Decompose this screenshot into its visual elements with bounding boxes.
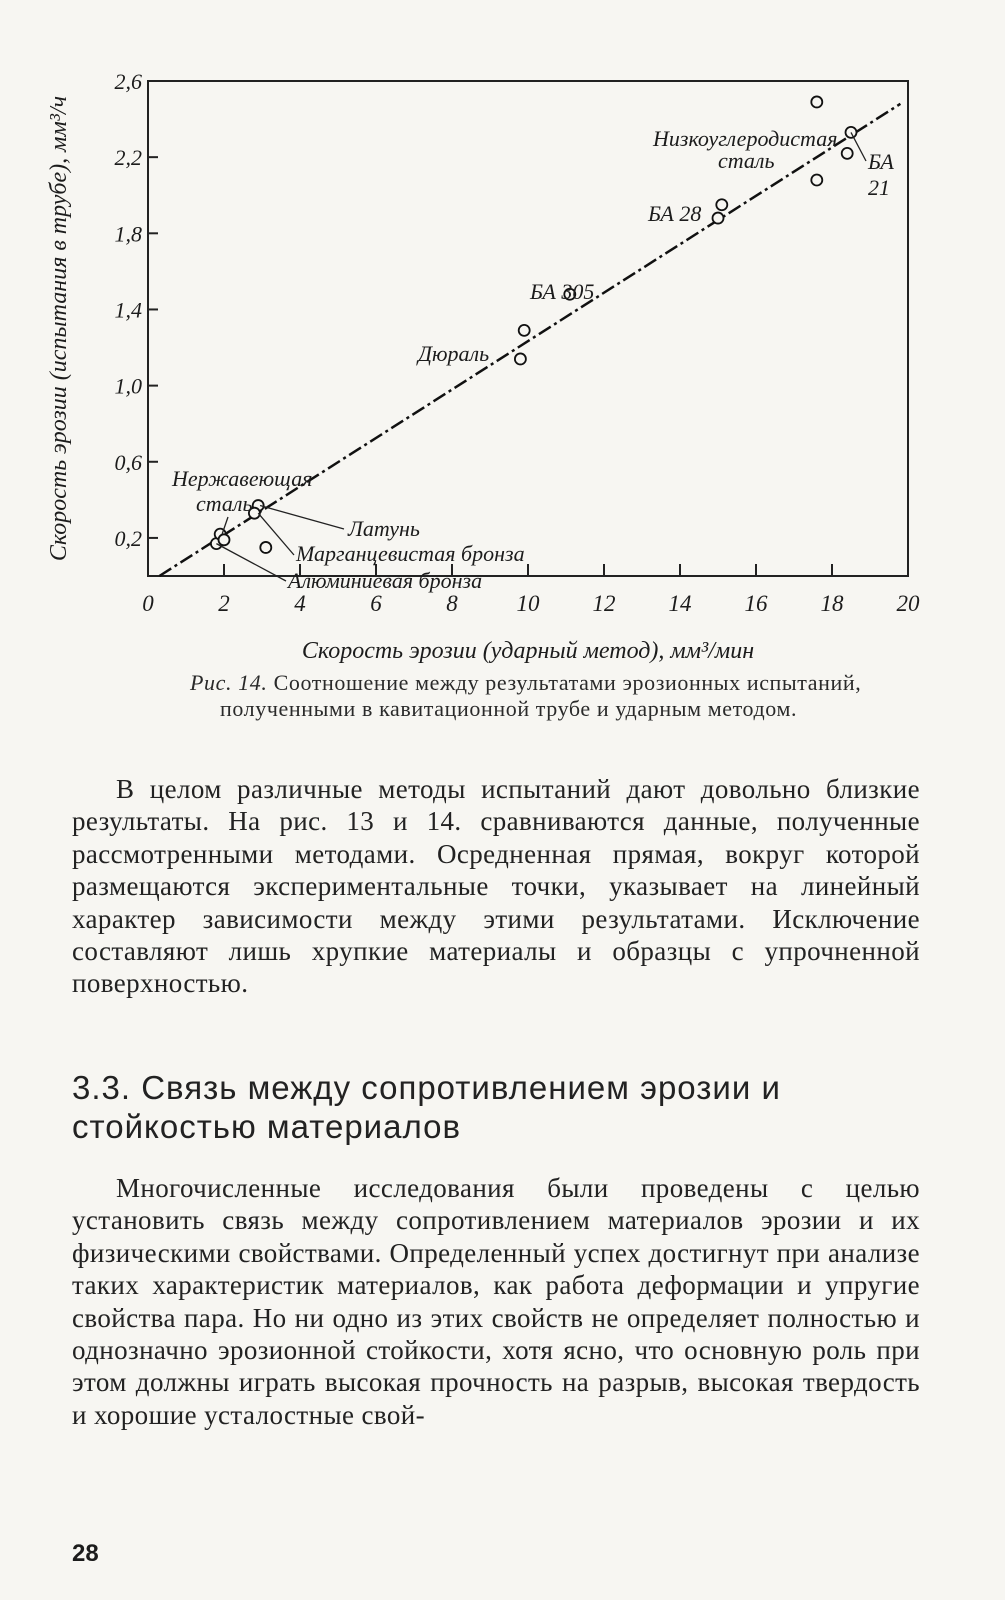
- x-tick-label: 10: [516, 591, 540, 616]
- annotation-label-0: Нержавеющая: [172, 466, 313, 491]
- caption-line-1: Соотношение между результатами эрозионных испытаний,: [273, 670, 862, 695]
- caption-line-2: полученными в кавитационной трубе и ударным методом.: [220, 696, 798, 721]
- data-point-7: [515, 353, 526, 364]
- y-tick-label: 1,4: [114, 297, 142, 323]
- y-axis-title: Скорость эрозии (испытания в трубе), мм³/ч: [46, 95, 72, 562]
- section-heading: 3.3. Связь между сопротивлением эрозии и стойкостью материалов: [72, 1069, 781, 1145]
- x-tick-label: 18: [820, 591, 844, 616]
- data-point-9: [716, 199, 727, 210]
- x-tick-label: 0: [142, 591, 154, 616]
- body-paragraph-2: Многочисленные исследования были проведены с целью установить связь между сопротивлением материалов эрозии и их физическими свойствами. Определенный успех достигнут при анализе таких характеристик материалов, как работа деформации и упругие свойства пара. Но ни одно из этих свойств не определяет полностью и однозначно эрозионной стойкости, хотя ясно, что основную роль при этом должны играть высокая прочность на разрыв, высокая твердость и хорошие усталостные свой-: [72, 1173, 920, 1430]
- annotation-label-2: Латунь: [348, 516, 420, 541]
- annotation-label-5: Дюраль: [418, 341, 490, 366]
- x-tick-label: 4: [294, 591, 306, 616]
- data-point-10: [713, 213, 724, 224]
- annotation-label-3: Марганцевистая бронза: [296, 541, 525, 566]
- leader-line-4: [851, 132, 866, 161]
- y-tick-label: 1,8: [114, 221, 142, 247]
- data-point-11: [811, 175, 822, 186]
- x-tick-label: 8: [446, 591, 458, 616]
- annotation-label-10: БА: [868, 149, 894, 174]
- x-tick-label: 14: [668, 591, 692, 616]
- x-tick-label: 20: [896, 591, 920, 616]
- y-tick-label: 1,0: [114, 373, 142, 399]
- figure-label: Рис. 14.: [190, 670, 268, 695]
- annotation-label-1: сталь: [196, 491, 253, 516]
- annotation-label-11: 21: [868, 175, 890, 200]
- annotation-label-9: сталь: [718, 148, 775, 173]
- page-number: 28: [72, 1540, 99, 1567]
- leader-line-1: [260, 506, 344, 529]
- erosion-correlation-scatter: [30, 55, 990, 665]
- data-point-14: [842, 148, 853, 159]
- y-tick-label: 0,2: [114, 525, 142, 551]
- x-tick-label: 6: [370, 591, 382, 616]
- annotation-label-8: Низкоуглеродистая: [653, 126, 838, 151]
- figure-14-chart: [30, 55, 990, 665]
- data-point-5: [260, 542, 271, 553]
- x-tick-label: 2: [218, 591, 230, 616]
- data-point-6: [519, 325, 530, 336]
- data-point-12: [811, 96, 822, 107]
- annotation-label-6: БА 305: [530, 279, 595, 304]
- annotation-label-4: Алюминиевая бронза: [288, 568, 483, 593]
- figure-caption: [190, 670, 930, 722]
- y-tick-label: 0,6: [114, 449, 142, 475]
- x-axis-title: Скорость эрозии (ударный метод), мм³/мин: [301, 638, 755, 664]
- y-tick-label: 2,6: [114, 69, 142, 94]
- y-tick-label: 2,2: [114, 145, 142, 171]
- x-tick-label: 12: [592, 591, 616, 616]
- average-trend-line: [159, 104, 900, 576]
- data-point-13: [846, 127, 857, 138]
- body-paragraph-1: В целом различные методы испытаний дают довольно близкие результаты. На рис. 13 и 14. сравниваются данные, полученные рассмотренными методами. Осредненная прямая, вокруг которой размещаются экспериментальные точки, указывает на линейный характер зависимости между этими результатами. Исключение составляют лишь хрупкие материалы и образцы с упрочненной поверхностью.: [72, 774, 920, 999]
- annotation-label-7: БА 28: [648, 201, 702, 226]
- data-point-2: [219, 534, 230, 545]
- x-tick-label: 16: [744, 591, 768, 616]
